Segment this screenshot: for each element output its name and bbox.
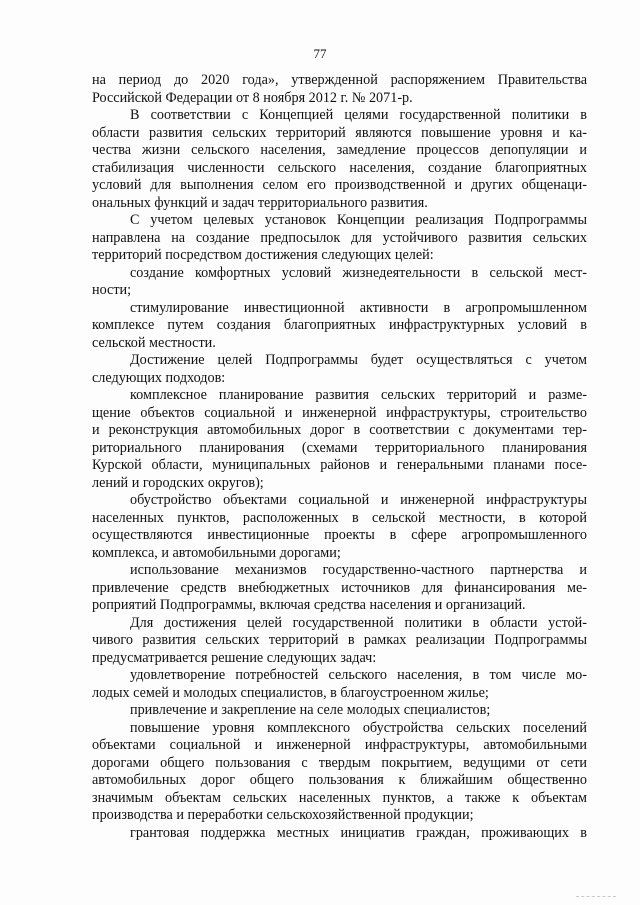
text-line: объектами социальной и инженерной инфраструктуры, автомобильными (92, 737, 587, 753)
text-line: лодых семей и молодых специалистов, в благоустроенном жилье; (92, 684, 489, 701)
text-line: привлечение средств внебюджетных источников для финансирования ме- (92, 579, 587, 596)
text-line: ональных функций и задач территориального развития. (92, 194, 428, 211)
text-line: производства и переработки сельскохозяйственной продукции; (92, 807, 474, 823)
text-line: чивого развития сельских территорий в рамках реализации Подпрограммы (92, 632, 587, 648)
text-line: стабилизация численности сельского населения, создание благоприятных (92, 159, 587, 176)
text-line: привлечение и закрепление на селе молодых специалистов; (130, 702, 491, 718)
text-line: сельской местности. (92, 334, 216, 351)
text-line: Российской Федерации от 8 ноября 2012 г. № 2071-р. (92, 89, 413, 106)
text-line: осуществляются инвестиционные проекты в сфере агропромышленного (92, 527, 587, 543)
text-line: щение объектов социальной и инженерной инфраструктуры, строительство (92, 404, 587, 421)
text-line: Для достижения целей государственной политики в области устой- (130, 614, 587, 631)
text-line: комплексное планирование развития сельских территорий и разме- (130, 387, 587, 403)
text-line: стимулирование инвестиционной активности в агропромышленном (130, 299, 587, 316)
text-line: направлена на создание предпосылок для устойчивого развития сельских (92, 229, 587, 246)
text-line: области развития сельских территорий являются повышение уровня и ка- (92, 124, 587, 141)
text-line: предусматривается решение следующих задач: (92, 649, 377, 666)
body-text (92, 72, 587, 842)
text-line: обустройство объектами социальной и инженерной инфраструктуры (130, 492, 587, 508)
text-line: населенных пунктов, расположенных в сельской местности, в которой (92, 509, 587, 526)
text-line: и реконструкция автомобильных дорог в соответствии с документами тер- (92, 422, 587, 438)
text-line: автомобильных дорог общего пользования к ближайшим общественно (92, 772, 587, 788)
text-line: Курской области, муниципальных районов и генеральными планами посе- (92, 457, 587, 473)
page-number: 77 (313, 46, 327, 61)
text-line: удовлетворение потребностей сельского населения, в том числе мо- (130, 667, 587, 683)
text-line: чества жизни сельского населения, замедление процессов депопуляции и (92, 142, 587, 158)
text-line: лений и городских округов); (92, 474, 264, 491)
text-line: повышение уровня комплексного обустройства сельских поселений (130, 719, 587, 736)
text-line: значимым объектам сельских населенных пунктов, а также к объектам (92, 789, 587, 806)
text-line: следующих подходов: (92, 369, 226, 386)
text-line: на период до 2020 года», утвержденной распоряжением Правительства (92, 72, 587, 88)
text-line: дорогами общего пользования с твердым покрытием, ведущими от сети (92, 754, 587, 771)
text-line: комплекса, и автомобильными дорогами; (92, 544, 341, 561)
text-line: комплексе путем создания благоприятных инфраструктурных условий в (92, 317, 587, 333)
text-line: грантовая поддержка местных инициатив граждан, проживающих в (130, 824, 587, 841)
text-line: условий для выполнения селом его производственной и других общенаци- (92, 177, 587, 193)
text-line: риториального планирования (схемами территориального планирования (92, 439, 587, 456)
text-line: территорий посредством достижения следующих целей: (92, 247, 434, 263)
text-line: С учетом целевых установок Концепции реализация Подпрограммы (130, 212, 587, 228)
text-line: В соответствии с Концепцией целями государственной политики в (130, 107, 587, 123)
text-line: создание комфортных условий жизнедеятельности в сельской мест- (130, 264, 587, 281)
text-line: Достижение целей Подпрограммы будет осуществляться с учетом (130, 352, 587, 368)
text-line: ности; (92, 282, 132, 298)
text-line: роприятий Подпрограммы, включая средства населения и организаций. (92, 597, 526, 613)
scan-artifact-mark (576, 896, 616, 897)
text-line: использование механизмов государственно-частного партнерства и (130, 562, 587, 578)
